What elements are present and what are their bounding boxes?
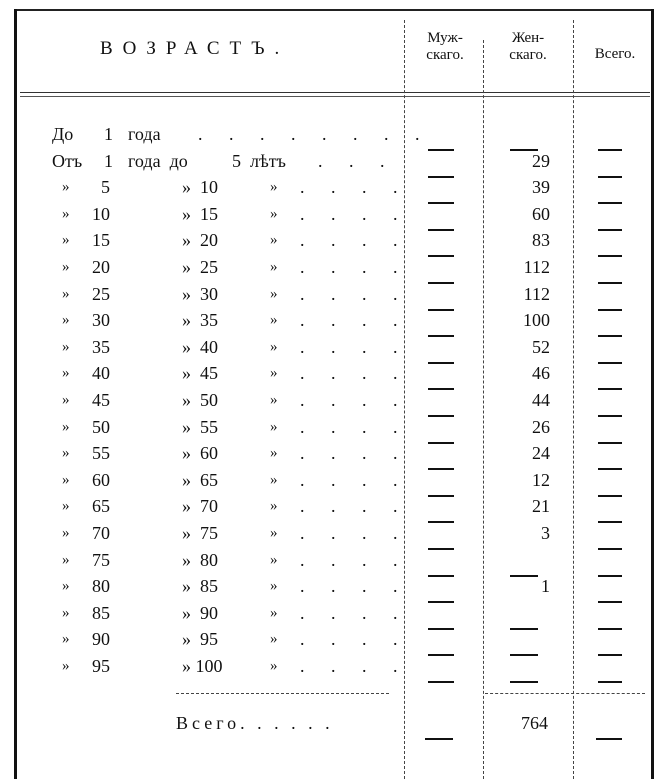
age-from-value: 10 xyxy=(92,203,110,224)
dot-leader: . . . . xyxy=(300,443,409,464)
dot-leader: . . . . xyxy=(300,416,409,437)
age-unit: года xyxy=(128,124,161,144)
female-value: 44 xyxy=(532,390,550,410)
ditto-mark: » xyxy=(270,259,278,275)
table-row xyxy=(0,390,661,414)
total-female: 764 xyxy=(521,713,548,733)
dot-leader: . . . . xyxy=(300,390,409,410)
dot-leader: . . . . xyxy=(300,230,409,251)
table-row xyxy=(0,177,661,201)
age-from-value: 80 xyxy=(92,576,110,597)
table-row xyxy=(0,310,661,334)
ditto-mark: » xyxy=(62,658,70,674)
age-from-value: 70 xyxy=(92,523,110,543)
female-value: 24 xyxy=(532,443,550,464)
ditto-mark: » xyxy=(270,578,278,595)
age-to: » 15 xyxy=(182,203,218,224)
age-unit: года до xyxy=(128,150,188,171)
ditto-mark: » xyxy=(270,232,278,249)
ditto-mark: » xyxy=(270,525,278,541)
header-female xyxy=(492,30,564,64)
header-age: ВОЗРАСТЪ. xyxy=(100,38,290,59)
table-row xyxy=(0,337,661,361)
age-from-value: 45 xyxy=(92,390,110,410)
age-from-value: 1 xyxy=(104,150,113,171)
table-row xyxy=(0,124,661,148)
dot-leader: . . . . xyxy=(300,469,409,490)
table-row xyxy=(0,257,661,281)
ditto-mark: » xyxy=(270,631,278,648)
ditto-mark: » xyxy=(270,551,278,568)
header-female-line1: Жен- xyxy=(511,30,545,46)
female-value: 29 xyxy=(532,150,550,171)
female-value: 60 xyxy=(532,203,550,224)
table-row xyxy=(0,523,661,547)
em-dash xyxy=(428,681,454,683)
table-row xyxy=(0,470,661,494)
age-from-value: 60 xyxy=(92,469,110,490)
age-to: » 20 xyxy=(182,230,218,251)
sum-rule xyxy=(176,693,389,694)
female-value: 46 xyxy=(532,363,550,384)
age-to: » 95 xyxy=(182,629,218,650)
table-row xyxy=(0,204,661,228)
age-from-value: 55 xyxy=(92,443,110,464)
age-to: » 75 xyxy=(182,523,218,543)
female-value: 83 xyxy=(532,230,550,251)
ditto-mark: » xyxy=(270,285,278,302)
ditto-mark: » xyxy=(62,392,70,408)
dot-leader: . . . . xyxy=(300,310,409,331)
age-from-value: 20 xyxy=(92,257,110,277)
em-dash xyxy=(598,681,622,683)
female-value: 21 xyxy=(532,496,550,517)
table-row xyxy=(0,603,661,627)
table-row xyxy=(0,151,661,175)
female-value: 3 xyxy=(541,523,550,543)
dot-leader: . . . . . . . . xyxy=(198,124,431,144)
ditto-mark: » xyxy=(62,418,70,435)
ditto-mark: » xyxy=(62,205,70,222)
age-from-label: Отъ xyxy=(52,150,83,171)
female-value: 100 xyxy=(523,310,550,331)
ditto-mark: » xyxy=(62,365,70,382)
table-row xyxy=(0,443,661,467)
ditto-mark: » xyxy=(62,445,70,462)
female-value xyxy=(510,667,538,688)
ditto-mark: » xyxy=(62,285,70,302)
age-from-value: 65 xyxy=(92,496,110,517)
age-from-value: 25 xyxy=(92,283,110,304)
table-row xyxy=(0,284,661,308)
female-value: 112 xyxy=(523,257,550,277)
table-row xyxy=(0,496,661,520)
dot-leader: . . . . xyxy=(300,602,409,623)
female-value: 112 xyxy=(523,283,550,304)
em-dash xyxy=(510,681,538,683)
table-row xyxy=(0,576,661,600)
dot-leader: . . . . xyxy=(300,283,409,304)
ditto-mark: » xyxy=(270,471,278,488)
ditto-mark: » xyxy=(270,392,278,408)
table-row xyxy=(0,230,661,254)
female-value: 26 xyxy=(532,416,550,437)
age-to: 5 лѣтъ xyxy=(232,150,286,171)
dot-leader: . . . . xyxy=(300,257,409,277)
table-top-border xyxy=(15,9,654,11)
age-from-value: 5 xyxy=(101,177,110,198)
age-to: » 40 xyxy=(182,336,218,357)
dot-leader: . . . . xyxy=(300,523,409,543)
table-row xyxy=(0,656,661,680)
dot-leader: . . . . xyxy=(300,576,409,597)
table-row xyxy=(0,363,661,387)
dot-leader: . . . . xyxy=(300,549,409,570)
age-to: » 25 xyxy=(182,257,218,277)
ditto-mark: » xyxy=(270,498,278,515)
ditto-mark: » xyxy=(62,312,70,329)
age-from-value: 50 xyxy=(92,416,110,437)
header-male xyxy=(413,30,477,64)
age-from-value: 35 xyxy=(92,336,110,357)
sum-rule-right xyxy=(485,693,645,694)
total-row xyxy=(0,713,661,737)
age-from-value: 1 xyxy=(104,124,113,144)
age-from-label: До xyxy=(52,124,74,144)
header-male-line2: скаго. xyxy=(426,47,464,63)
age-to: » 50 xyxy=(182,390,218,410)
total-value xyxy=(598,667,622,688)
dot-leader: . . . . xyxy=(300,336,409,357)
dot-leader: . . . . xyxy=(300,496,409,517)
age-to: » 35 xyxy=(182,310,218,331)
ditto-mark: » xyxy=(270,418,278,435)
ditto-mark: » xyxy=(270,205,278,222)
dot-leader: . . . xyxy=(318,150,396,171)
table-row xyxy=(0,629,661,653)
ditto-mark: » xyxy=(270,604,278,621)
age-from-value: 75 xyxy=(92,549,110,570)
age-to: » 45 xyxy=(182,363,218,384)
female-value: 52 xyxy=(532,336,550,357)
age-to: » 70 xyxy=(182,496,218,517)
dot-leader: . . . . xyxy=(300,177,409,198)
age-from-value: 90 xyxy=(92,629,110,650)
ditto-mark: » xyxy=(62,179,70,196)
ditto-mark: » xyxy=(270,179,278,196)
male-value xyxy=(428,667,454,688)
ditto-mark: » xyxy=(62,471,70,488)
ditto-mark: » xyxy=(62,551,70,568)
age-from-value: 30 xyxy=(92,310,110,331)
header-female-line2: скаго. xyxy=(509,47,547,63)
ditto-mark: » xyxy=(62,631,70,648)
header-male-line1: Муж- xyxy=(427,30,463,46)
female-value: 12 xyxy=(532,469,550,490)
table-row xyxy=(0,417,661,441)
total-male xyxy=(425,724,453,745)
header-divider-2 xyxy=(20,96,650,97)
ditto-mark: » xyxy=(270,658,278,674)
age-from-value: 15 xyxy=(92,230,110,251)
ditto-mark: » xyxy=(270,365,278,382)
ditto-mark: » xyxy=(62,604,70,621)
total-label: Всего. . . . . . xyxy=(176,713,334,733)
ditto-mark: » xyxy=(62,232,70,249)
ditto-mark: » xyxy=(62,498,70,515)
age-to: » 10 xyxy=(182,177,218,198)
table-row xyxy=(0,550,661,574)
ditto-mark: » xyxy=(270,312,278,329)
ditto-mark: » xyxy=(62,578,70,595)
ditto-mark: » xyxy=(270,445,278,462)
dot-leader: . . . . xyxy=(300,203,409,224)
age-to: » 65 xyxy=(182,469,218,490)
dot-leader: . . . . xyxy=(300,629,409,650)
ditto-mark: » xyxy=(62,259,70,275)
age-from-value: 95 xyxy=(92,656,110,676)
age-to: » 55 xyxy=(182,416,218,437)
age-from-value: 85 xyxy=(92,602,110,623)
ditto-mark: » xyxy=(270,338,278,355)
age-to: » 80 xyxy=(182,549,218,570)
age-to: » 100 xyxy=(182,656,223,676)
dot-leader: . . . . xyxy=(300,656,409,676)
age-to: » 60 xyxy=(182,443,218,464)
age-to: » 30 xyxy=(182,283,218,304)
age-to: » 90 xyxy=(182,602,218,623)
female-value: 1 xyxy=(541,576,550,597)
header-total: Всего. xyxy=(594,46,636,62)
ditto-mark: » xyxy=(62,338,70,355)
age-to: » 85 xyxy=(182,576,218,597)
dot-leader: . . . . xyxy=(300,363,409,384)
total-all xyxy=(596,724,622,745)
age-from-value: 40 xyxy=(92,363,110,384)
ditto-mark: » xyxy=(62,525,70,541)
header-divider xyxy=(20,92,650,93)
female-value: 39 xyxy=(532,177,550,198)
